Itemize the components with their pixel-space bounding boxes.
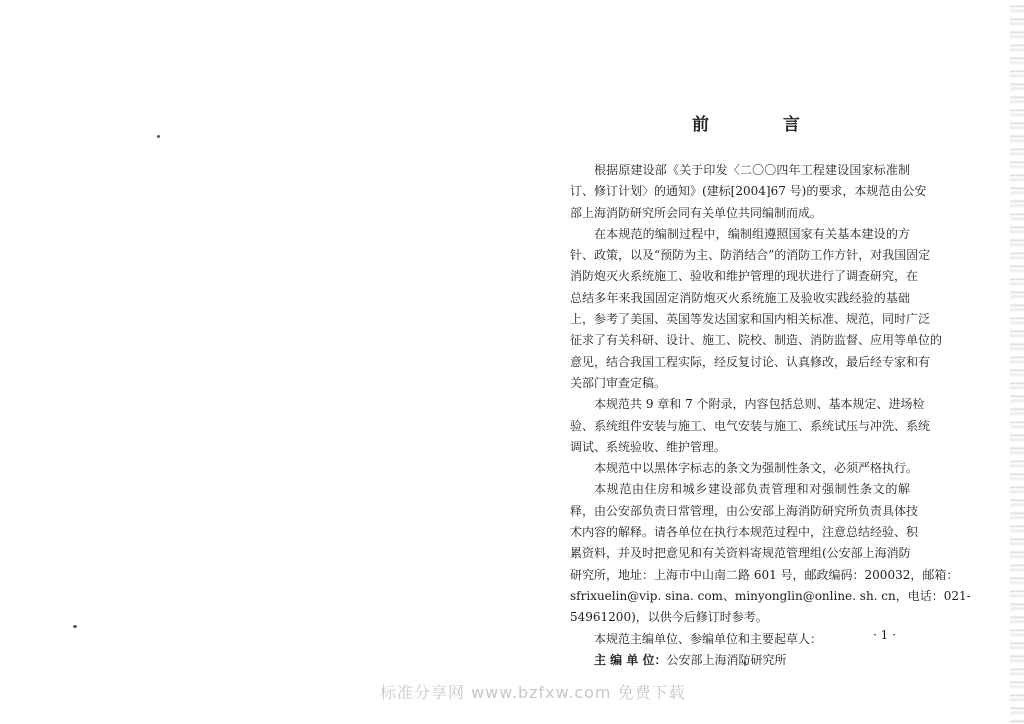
- chief-editor-label: 主 编 单 位：: [594, 652, 667, 667]
- text-line: 本规范中以黑体字标志的条文为强制性条文，必须严格执行。: [594, 461, 919, 476]
- text-line: 消防炮灭火系统施工、验收和维护管理的现状进行了调查研究，在: [570, 269, 919, 284]
- text-line: 本规范由住房和城乡建设部负责管理和对强制性条文的解: [594, 482, 910, 497]
- text-line: 部上海消防研究所会同有关单位共同编制而成。: [570, 205, 823, 220]
- text-line: 释，由公安部负责日常管理，由公安部上海消防研究所负责具体技: [570, 503, 919, 518]
- scan-edge-artifact: [1010, 0, 1024, 724]
- text-line: 关部门审查定稿。: [570, 375, 667, 390]
- text-line: 累资料，并及时把意见和有关资料寄规范管理组(公安部上海消防: [570, 546, 911, 561]
- watermark: 标准分享网 www.bzfxw.com 免费下载: [380, 683, 686, 702]
- text-line: 本规范共 9 章和 7 个附录，内容包括总则、基本规定、进场检: [594, 397, 925, 412]
- text-line: 本规范主编单位、参编单位和主要起草人：: [594, 631, 823, 646]
- text-line: 术内容的解释。请各单位在执行本规范过程中，注意总结经验、积: [570, 525, 919, 540]
- text-line: 订、修订计划〉的通知》(建标[2004]67 号)的要求，本规范由公安: [570, 184, 927, 199]
- text-line: sfrixuelin@vip. sina. com、minyonglin@online. sh. cn，电话：021-: [570, 588, 971, 603]
- text-line: 意见，结合我国工程实际，经反复讨论、认真修改，最后经专家和有: [570, 354, 931, 369]
- text-line: 总结多年来我国固定消防炮灭火系统施工及验收实践经验的基础: [570, 290, 910, 305]
- text-line: 54961200)，以供今后修订时参考。: [570, 610, 768, 625]
- preface-body: [570, 160, 971, 671]
- text-line: 针、政策，以及“预防为主、防消结合”的消防工作方针，对我国固定: [570, 248, 931, 263]
- chief-editor-value: 公安部上海消防研究所: [666, 652, 787, 667]
- page-number: · 1 ·: [873, 628, 896, 642]
- chief-editor-line: [570, 650, 910, 671]
- scan-speck: [157, 135, 160, 138]
- text-line: 在本规范的编制过程中，编制组遵照国家有关基本建设的方: [594, 226, 910, 241]
- text-line: 征求了有关科研、设计、施工、院校、制造、消防监督、应用等单位的: [570, 333, 943, 348]
- text-line: 研究所，地址：上海市中山南二路 601 号，邮政编码：200032，邮箱：: [570, 567, 959, 582]
- text-line: 根据原建设部《关于印发〈二〇〇四年工程建设国家标准制: [594, 163, 910, 177]
- text-line: 上，参考了美国、英国等发达国家和国内相关标准、规范，同时广泛: [570, 312, 931, 327]
- text-line: 验、系统组件安装与施工、电气安装与施工、系统试压与冲洗、系统: [570, 418, 931, 433]
- scan-speck: [73, 625, 77, 628]
- page-title: 前 言: [692, 115, 834, 135]
- text-line: 调试、系统验收、维护管理。: [570, 439, 727, 454]
